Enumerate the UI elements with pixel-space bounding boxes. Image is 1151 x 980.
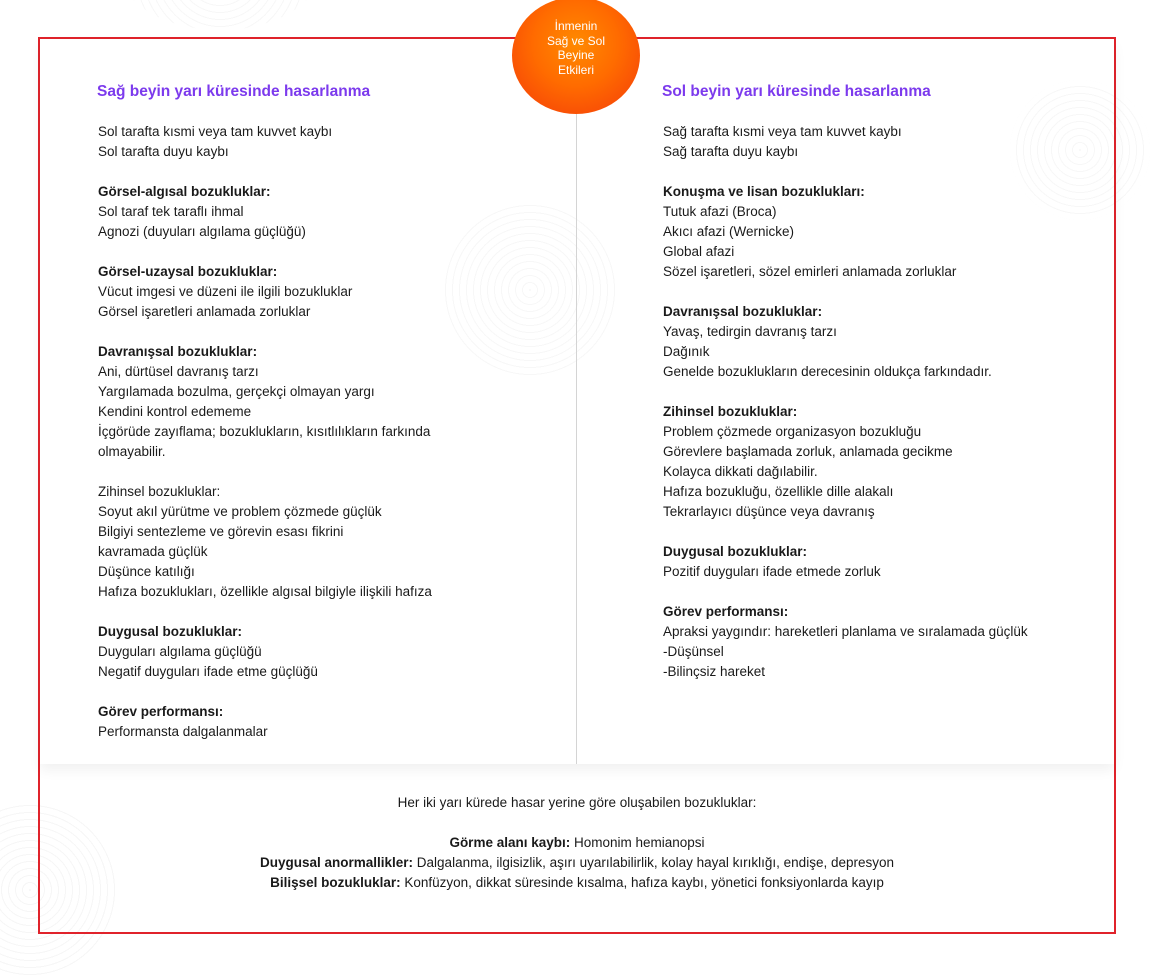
left-section-visual-spatial — [98, 262, 538, 322]
footer-item — [38, 833, 1116, 853]
list-item: Genelde bozuklukların derecesinin oldukça farkındadır. — [663, 364, 992, 379]
footer-item-text: Homonim hemianopsi — [570, 835, 705, 850]
section-heading: Konuşma ve lisan bozuklukları: — [663, 184, 865, 199]
right-section-emotional — [663, 542, 1103, 582]
list-item: Dağınık — [663, 344, 710, 359]
left-column — [98, 82, 538, 762]
background-pattern-top — [120, 0, 320, 30]
list-item: Tekrarlayıcı düşünce veya davranış — [663, 504, 875, 519]
section-heading: Zihinsel bozukluklar: — [98, 484, 221, 499]
list-item: kavramada güçlük — [98, 544, 208, 559]
right-section-cognitive — [663, 402, 1103, 522]
footer-item — [38, 873, 1116, 893]
list-item: Problem çözmede organizasyon bozukluğu — [663, 424, 922, 439]
footer-summary — [38, 793, 1116, 893]
footer-item-label: Duygusal anormallikler: — [259, 855, 414, 870]
footer-item — [38, 853, 1116, 873]
column-divider — [576, 99, 577, 764]
badge-line: İnmenin — [554, 19, 598, 33]
list-item: olmayabilir. — [98, 444, 166, 459]
left-section-visual-perceptual — [98, 182, 538, 242]
footer-item-label: Görme alanı kaybı: — [449, 835, 571, 850]
badge-line: Beyine — [557, 48, 595, 62]
title-badge-circle — [512, 0, 640, 114]
list-item: Sözel işaretleri, sözel emirleri anlamada zorluklar — [663, 264, 957, 279]
list-item: Görevlere başlamada zorluk, anlamada gecikme — [663, 444, 953, 459]
section-heading: Duygusal bozukluklar: — [98, 624, 243, 639]
left-column-title: Sağ beyin yarı küresinde hasarlanma — [97, 83, 371, 100]
list-item: Sağ tarafta kısmi veya tam kuvvet kaybı — [663, 124, 902, 139]
list-item: Düşünce katılığı — [98, 564, 195, 579]
comparison-panel — [40, 39, 1114, 764]
list-item: Pozitif duyguları ifade etmede zorluk — [663, 564, 881, 579]
list-item: Vücut imgesi ve düzeni ile ilgili bozukluklar — [98, 284, 353, 299]
list-item: Soyut akıl yürütme ve problem çözmede güçlük — [98, 504, 382, 519]
left-section-task-performance — [98, 702, 538, 742]
list-item: Hafıza bozuklukları, özellikle algısal bilgiyle ilişkili hafıza — [98, 584, 432, 599]
left-intro — [98, 122, 538, 162]
right-column-title: Sol beyin yarı küresinde hasarlanma — [662, 83, 931, 100]
section-heading: Görsel-uzaysal bozukluklar: — [98, 264, 278, 279]
right-column — [663, 82, 1103, 702]
section-heading: Duygusal bozukluklar: — [663, 544, 808, 559]
right-section-speech-language — [663, 182, 1103, 282]
list-item: Sol taraf tek taraflı ihmal — [98, 204, 244, 219]
list-item: Bilgiyi sentezleme ve görevin esası fikrini — [98, 524, 344, 539]
list-item: Agnozi (duyuları algılama güçlüğü) — [98, 224, 306, 239]
footer-item-text: Konfüzyon, dikkat süresinde kısalma, hafıza kaybı, yönetici fonksiyonlarda kayıp — [400, 875, 884, 890]
list-item: Apraksi yaygındır: hareketleri planlama ve sıralamada güçlük — [663, 624, 1028, 639]
section-heading: Davranışsal bozukluklar: — [663, 304, 823, 319]
list-item: Negatif duyguları ifade etme güçlüğü — [98, 664, 318, 679]
list-item: İçgörüde zayıflama; bozuklukların, kısıtlılıkların farkında — [98, 424, 431, 439]
list-item: Görsel işaretleri anlamada zorluklar — [98, 304, 311, 319]
section-heading: Davranışsal bozukluklar: — [98, 344, 258, 359]
list-item: Hafıza bozukluğu, özellikle dille alakalı — [663, 484, 894, 499]
list-item: Akıcı afazi (Wernicke) — [663, 224, 795, 239]
list-item: Global afazi — [663, 244, 735, 259]
list-item: Sağ tarafta duyu kaybı — [663, 144, 799, 159]
left-section-behavioral — [98, 342, 538, 462]
left-section-emotional — [98, 622, 538, 682]
right-section-task-performance — [663, 602, 1103, 682]
list-item: Sol tarafta duyu kaybı — [98, 144, 229, 159]
list-item: -Düşünsel — [663, 644, 724, 659]
footer-item-label: Bilişsel bozukluklar: — [270, 875, 401, 890]
right-section-behavioral — [663, 302, 1103, 382]
badge-line: Etkileri — [557, 62, 594, 77]
section-heading: Görsel-algısal bozukluklar: — [98, 184, 271, 199]
list-item: Kendini kontrol edememe — [98, 404, 252, 419]
list-item: Duyguları algılama güçlüğü — [98, 644, 262, 659]
footer-item-text: Dalgalanma, ilgisizlik, aşırı uyarılabilirlik, kolay hayal kırıklığı, endişe, depresyon — [413, 855, 894, 870]
section-heading: Görev performansı: — [98, 704, 224, 719]
list-item: Yavaş, tedirgin davranış tarzı — [663, 324, 837, 339]
list-item: -Bilinçsiz hareket — [663, 664, 766, 679]
footer-intro: Her iki yarı kürede hasar yerine göre oluşabilen bozukluklar: — [397, 795, 757, 810]
title-badge — [510, 0, 642, 114]
section-heading: Zihinsel bozukluklar: — [663, 404, 798, 419]
list-item: Performansta dalgalanmalar — [98, 724, 268, 739]
section-heading: Görev performansı: — [663, 604, 789, 619]
list-item: Kolayca dikkati dağılabilir. — [663, 464, 818, 479]
badge-line: Sağ ve Sol — [546, 33, 606, 48]
list-item: Tutuk afazi (Broca) — [663, 204, 777, 219]
right-intro — [663, 122, 1103, 162]
left-section-cognitive — [98, 482, 538, 602]
list-item: Yargılamada bozulma, gerçekçi olmayan yargı — [98, 384, 375, 399]
list-item: Ani, dürtüsel davranış tarzı — [98, 364, 259, 379]
list-item: Sol tarafta kısmi veya tam kuvvet kaybı — [98, 124, 333, 139]
